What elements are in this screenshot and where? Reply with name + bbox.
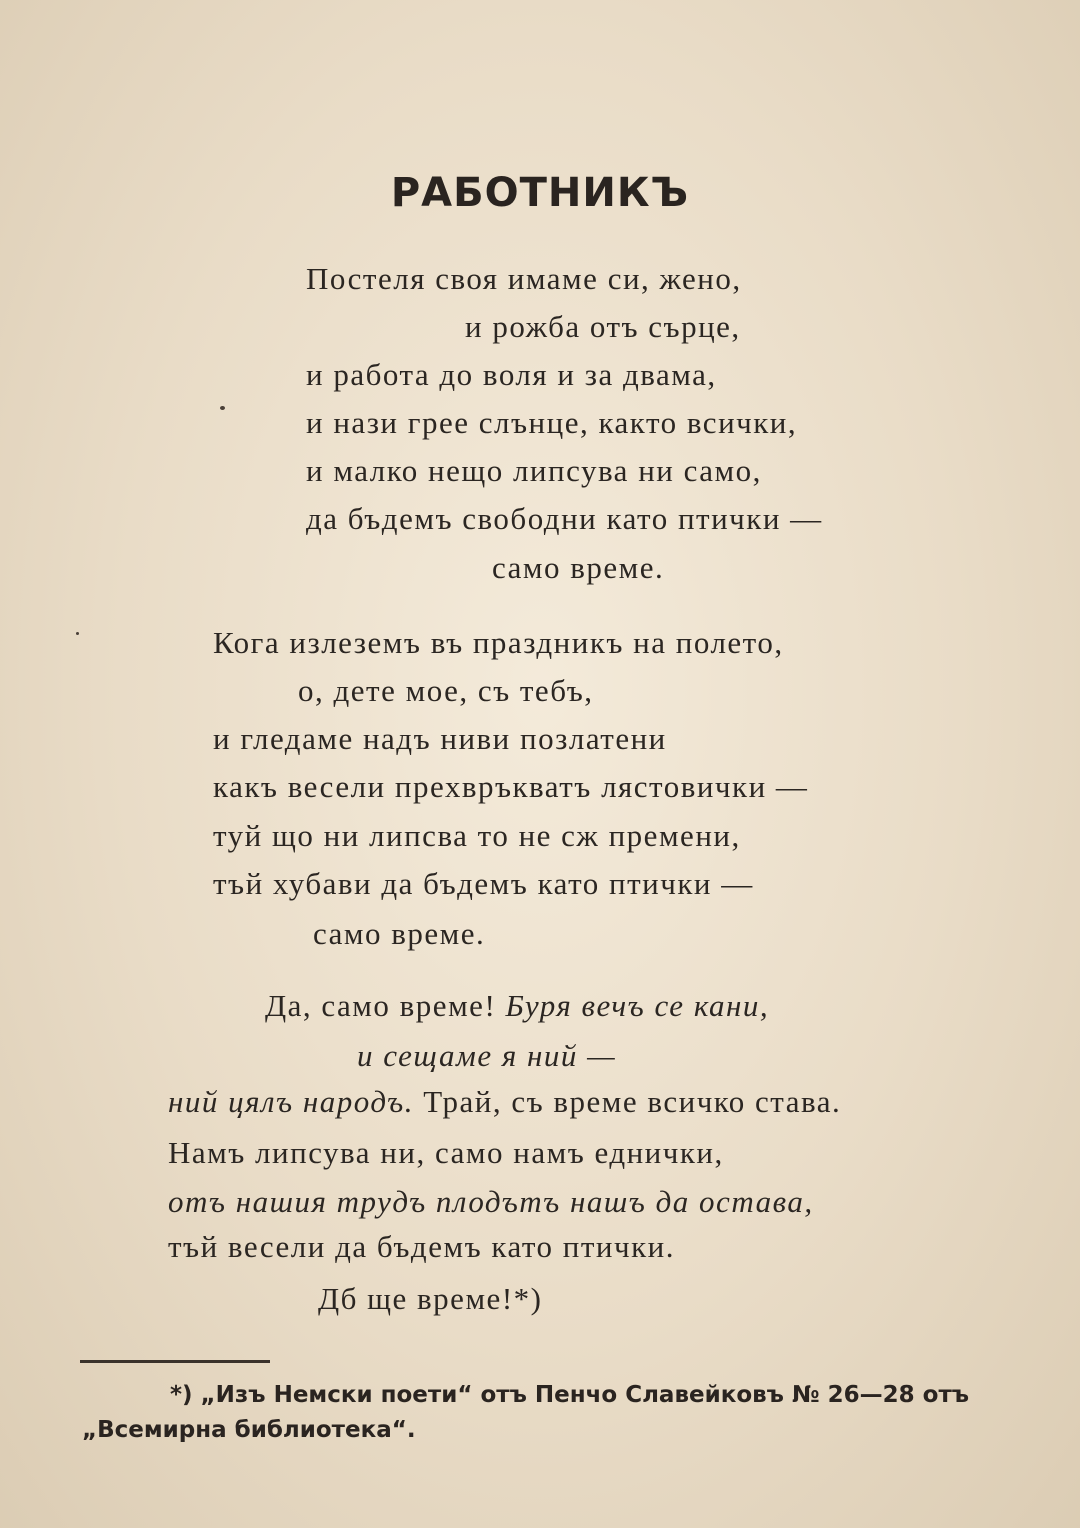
- ink-speck: [220, 406, 225, 410]
- stanza2-line1: Кога излеземъ въ праздникъ на полето,: [213, 625, 784, 660]
- stanza2-line4: какъ весели прехвръкватъ лястовички —: [213, 769, 809, 804]
- stanza2-line6: тъй хубави да бъдемъ като птички —: [213, 866, 754, 901]
- stanza1-line1: Постеля своя имаме си, жено,: [306, 261, 742, 296]
- stanza3-line1-italic: Буря вечъ се кани,: [505, 988, 770, 1023]
- stanza3-line4: Намъ липсува ни, само намъ еднички,: [168, 1135, 724, 1170]
- stanza1-line2: и рожба отъ сърце,: [465, 309, 741, 344]
- footnote-line2: „Всемирна библиотека“.: [82, 1417, 416, 1443]
- poem-title: РАБОТНИКЪ: [390, 170, 690, 216]
- stanza2-line7: само време.: [313, 916, 486, 951]
- stanza3-line3: [168, 1086, 841, 1117]
- stanza3-line2: и сещаме я ний —: [357, 1038, 617, 1073]
- stanza1-line4: и нази грее слънце, както всички,: [306, 405, 798, 440]
- stanza1-line3: и работа до воля и за двама,: [306, 357, 717, 392]
- ink-speck: [76, 632, 79, 635]
- stanza3-line5: отъ нашия трудъ плодътъ нашъ да остава,: [168, 1184, 814, 1219]
- stanza3-line1: [265, 990, 769, 1021]
- footnote-line1: *) „Изъ Немски поети“ отъ Пенчо Славейковъ № 26—28 отъ: [170, 1382, 970, 1408]
- stanza2-line2: о, дете мое, съ тебъ,: [298, 673, 594, 708]
- stanza3-line3-italic: ний цялъ народъ.: [168, 1084, 414, 1119]
- stanza2-line5: туй що ни липсва то не сж премени,: [213, 818, 741, 853]
- stanza3-line3-roman: Трай, съ време всичко става.: [423, 1084, 842, 1119]
- stanza3-line7: Дб ще време!*): [318, 1281, 543, 1316]
- stanza3-line1-roman: Да, само време!: [265, 988, 497, 1023]
- stanza1-line6: да бъдемъ свободни като птички —: [306, 501, 823, 536]
- stanza1-line7: само време.: [492, 550, 665, 585]
- footnote-divider: [80, 1360, 270, 1363]
- stanza2-line3: и гледаме надъ ниви позлатени: [213, 721, 667, 756]
- stanza1-line5: и малко нещо липсува ни само,: [306, 453, 762, 488]
- stanza3-line6: тъй весели да бъдемъ като птички.: [168, 1229, 676, 1264]
